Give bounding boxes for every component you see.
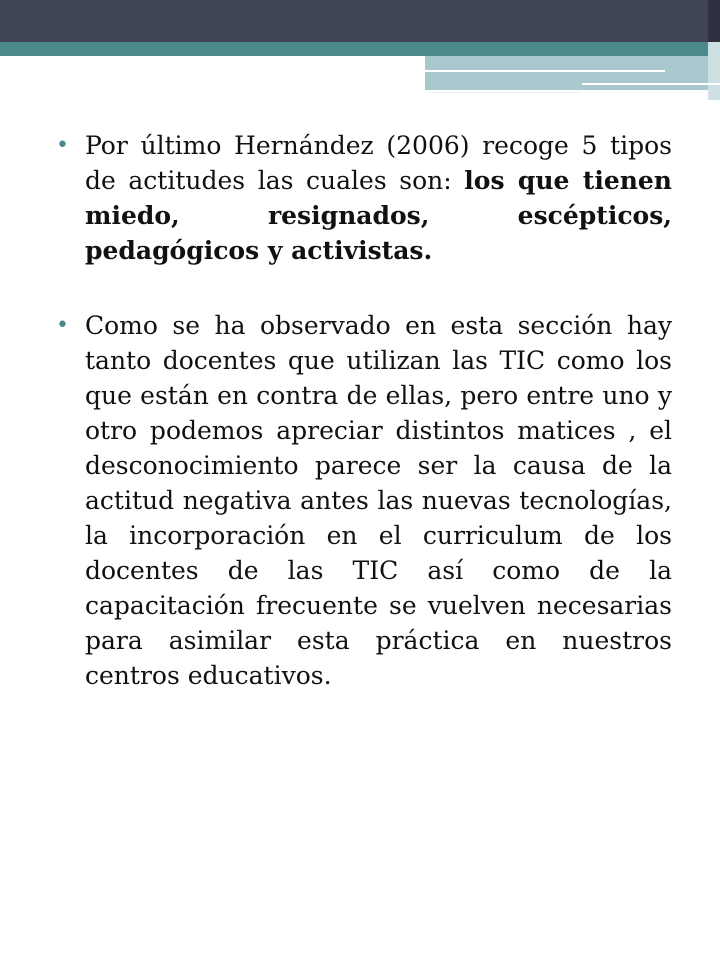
header-accent-line xyxy=(430,92,580,93)
bullet-dot-icon: • xyxy=(56,133,69,158)
slide-body xyxy=(56,128,672,733)
header-teal-band xyxy=(0,42,720,56)
bullet-text: Por último Hernández (2006) recoge 5 tipos de actitudes las cuales son: xyxy=(85,131,672,195)
bullet-text: Como se ha observado en esta sección hay tanto docentes que utilizan las TIC como los que están en contra de ellas, pero entre uno y otro podemos apreciar distintos matices , el desconocimiento parece ser la causa de la actitud negativa antes las nuevas tecnologías, la incorporación en el curriculum de los docentes de las TIC así como de la capacitación frecuente se vuelven necesarias para asimilar esta práctica en nuestros centros educativos. xyxy=(85,311,672,690)
bullet-item xyxy=(56,128,672,268)
header-dark-band xyxy=(0,0,720,42)
header-right-edge-dark xyxy=(708,0,720,42)
slide-header-decoration xyxy=(0,0,720,100)
bullet-item xyxy=(56,308,672,693)
header-accent-line xyxy=(425,70,665,72)
bullet-dot-icon: • xyxy=(56,313,69,338)
bullet-bold-text: los que tienen miedo, resignados, escépticos, pedagógicos y activistas. xyxy=(85,166,672,265)
header-accent-line xyxy=(582,83,720,85)
